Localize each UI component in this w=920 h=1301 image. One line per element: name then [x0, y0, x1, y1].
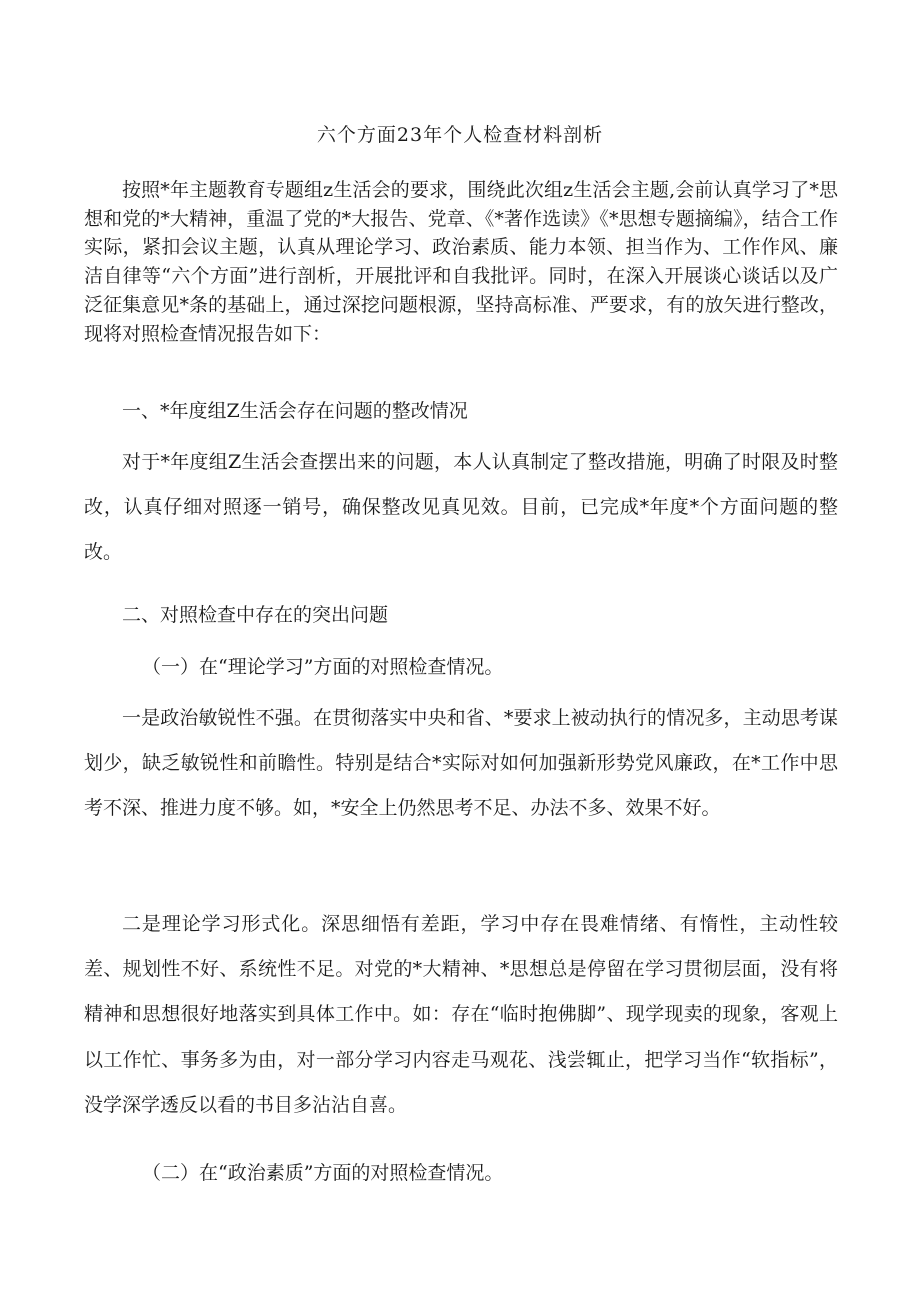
section-1-heading: 一、*年度组Z生活会存在问题的整改情况 [122, 400, 468, 422]
section-1-body: 对于*年度组Z生活会查摆出来的问题，本人认真制定了整改措施，明确了时限及时整改，认真仔细对照逐一销号，确保整改见真见效。目前，已完成*年度*个方面问题的整改。 [84, 451, 838, 564]
document-title: 六个方面23年个人检查材料剖析 [316, 124, 604, 146]
point-1-paragraph: 一是政治敏锐性不强。在贯彻落实中央和省、*要求上被动执行的情况多，主动思考谋划少，缺乏敏锐性和前瞻性。特别是结合*实际对如何加强新形势党风廉政，在*工作中思考不深、推进力度不够。如，*安全上仍然思考不足、办法不多、效果不好。 [84, 707, 838, 820]
intro-paragraph: 按照*年主题教育专题组z生活会的要求，围绕此次组z生活会主题,会前认真学习了*思想和党的*大精神，重温了党的*大报告、党章、《*著作选读》《*思想专题摘编》，结合工作实际，紧扣会议主题，认真从理论学习、政治素质、能力本领、担当作为、工作作风、廉洁自律等“六个方面”进行剖析，开展批评和自我批评。同时，在深入开展谈心谈话以及广泛征集意见*条的基础上，通过深挖问题根源，坚持高标准、严要求，有的放矢进行整改，现将对照检查情况报告如下： [84, 179, 838, 345]
subsection-1-heading: （一）在“理论学习”方面的对照检查情况。 [142, 656, 504, 678]
point-2-paragraph: 二是理论学习形式化。深思细悟有差距，学习中存在畏难情绪、有惰性，主动性较差、规划性不好、系统性不足。对党的*大精神、*思想总是停留在学习贯彻层面，没有将精神和思想很好地落实到具体工作中。如：存在“临时抱佛脚”、现学现卖的现象，客观上以工作忙、事务多为由，对一部分学习内容走马观花、浅尝辄止，把学习当作“软指标”，没学深学透反以看的书目多沾沾自喜。 [84, 913, 838, 1116]
section-2-heading: 二、对照检查中存在的突出问题 [122, 604, 389, 626]
subsection-2-heading: （二）在“政治素质”方面的对照检查情况。 [142, 1162, 504, 1184]
